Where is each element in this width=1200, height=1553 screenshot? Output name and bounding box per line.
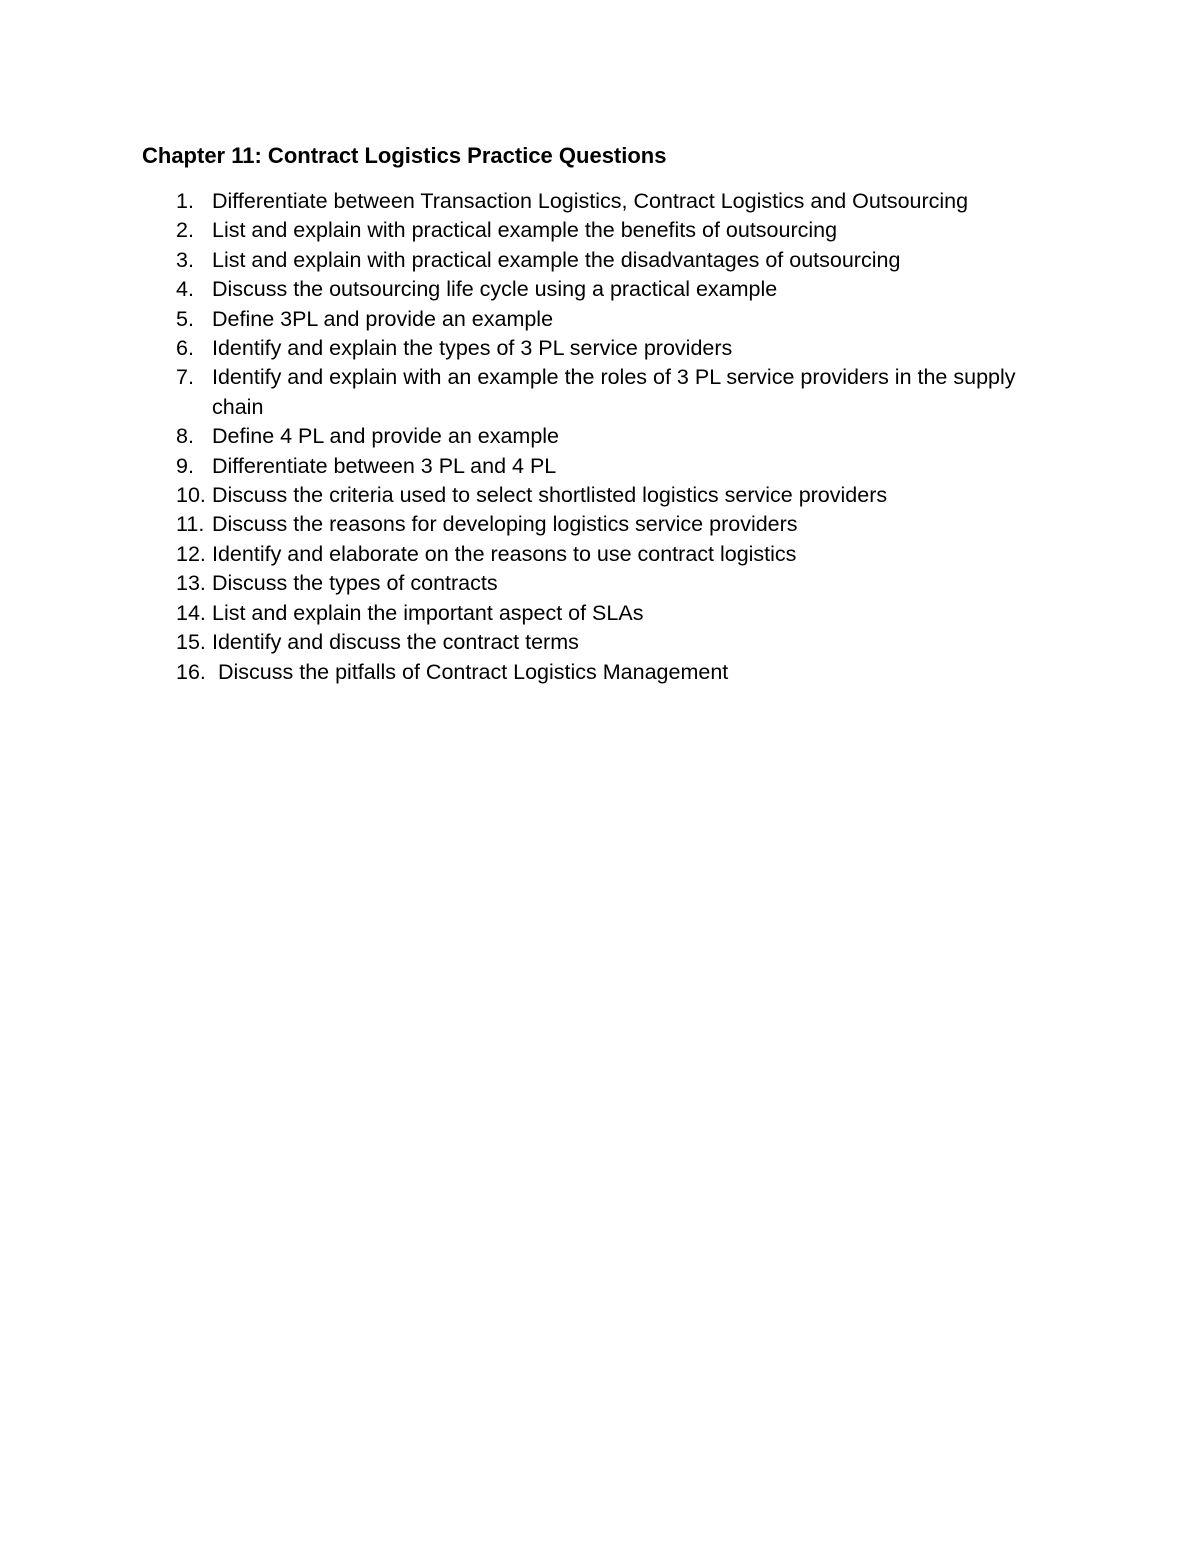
question-number: 7.: [176, 365, 194, 390]
question-text: Differentiate between 3 PL and 4 PL: [212, 453, 557, 478]
question-number: 3.: [176, 247, 194, 272]
list-item: [176, 187, 1056, 216]
question-text: Discuss the types of contracts: [212, 571, 498, 596]
question-number: 1.: [176, 189, 194, 213]
question-number: 6.: [176, 336, 194, 361]
list-item: [176, 275, 1056, 304]
list-item: [176, 334, 1056, 363]
question-number: 11.: [176, 512, 205, 537]
list-item: [176, 216, 1056, 245]
list-item: [176, 481, 1056, 510]
question-text: Differentiate between Transaction Logistics, Contract Logistics and Outsourcing: [212, 189, 969, 213]
question-number: 15.: [176, 630, 206, 655]
list-item: [176, 569, 1056, 598]
list-item: [176, 246, 1056, 275]
question-number: 9.: [176, 453, 194, 478]
list-item: [176, 599, 1056, 628]
question-list: [176, 187, 1056, 687]
question-number: 16.: [176, 659, 206, 684]
page-title: Chapter 11: Contract Logistics Practice Questions: [142, 143, 667, 168]
list-item: [176, 628, 1056, 657]
question-text: Identify and elaborate on the reasons to use contract logistics: [212, 541, 797, 566]
question-number: 8.: [176, 424, 194, 449]
question-number: 5.: [176, 306, 194, 331]
question-number: 4.: [176, 277, 194, 302]
list-item: [176, 452, 1056, 481]
question-text: Discuss the pitfalls of Contract Logistics Management: [218, 659, 729, 684]
question-text: Identify and explain with an example the roles of 3 PL service providers in the supply chain: [212, 365, 1016, 419]
question-number: 10.: [176, 483, 206, 508]
question-number: 12.: [176, 541, 206, 566]
list-item: [176, 305, 1056, 334]
question-text: Discuss the criteria used to select shortlisted logistics service providers: [212, 483, 888, 508]
question-text: Identify and explain the types of 3 PL service providers: [212, 336, 733, 361]
list-item: [176, 540, 1056, 569]
question-text: Define 4 PL and provide an example: [212, 424, 560, 449]
list-item: [176, 363, 1056, 422]
question-text: List and explain with practical example the benefits of outsourcing: [212, 218, 838, 243]
question-text: List and explain with practical example the disadvantages of outsourcing: [212, 247, 901, 272]
question-number: 2.: [176, 218, 194, 243]
list-item: [176, 510, 1056, 539]
question-text: Define 3PL and provide an example: [212, 306, 554, 331]
question-text: Discuss the reasons for developing logistics service providers: [212, 512, 798, 537]
question-text: List and explain the important aspect of SLAs: [212, 600, 644, 625]
list-item: [176, 658, 1056, 687]
question-text: Discuss the outsourcing life cycle using a practical example: [212, 277, 778, 302]
question-number: 13.: [176, 571, 206, 596]
question-number: 14.: [176, 600, 206, 625]
question-text: Identify and discuss the contract terms: [212, 630, 579, 655]
list-item: [176, 422, 1056, 451]
